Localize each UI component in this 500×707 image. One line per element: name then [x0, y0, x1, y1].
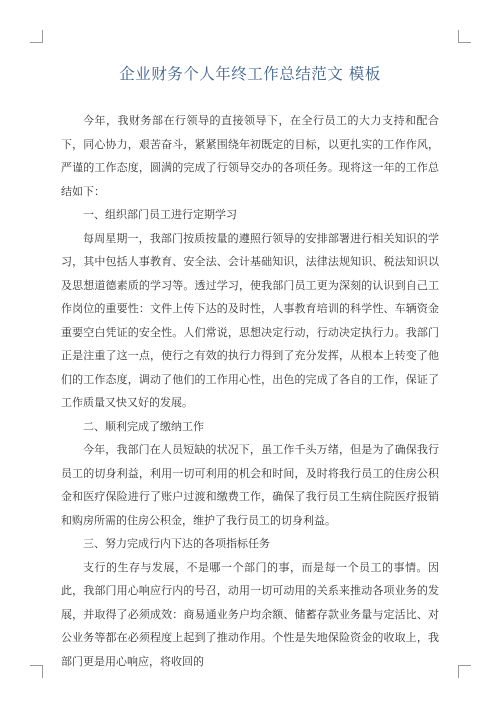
section-heading: 一、组织部门员工进行定期学习: [83, 208, 237, 221]
crop-mark-bottom-right: [458, 665, 471, 678]
section-heading: 三、努力完成行内下达的各项指标任务: [83, 537, 270, 550]
section-paragraph: 今年，我部门在人员短缺的状况下，虽工作千头万绪，但是为了确保我行员工的切身利益，利用一切可利用的机会和时间，及时将我行员工的住房公积金和医疗保险进行了账户过渡和缴费工作，确保了我行员工生病住院医疗报销和购房所需的住房公积金，维护了我行员工的切身利益。: [61, 443, 439, 527]
document-page: [61, 60, 439, 673]
section-heading: 二、顺利完成了缴纳工作: [83, 419, 204, 433]
intro-paragraph: 今年，我财务部在行领导的直接领导下，在全行员工的大力支持和配合下，同心协力，艰苦奋斗，紧紧围绕年初既定的目标，以更扎实的工作作风，严谨的工作态度，圆满的完成了行领导交办的各项任务。现将这一年的工作总结如下：: [61, 114, 439, 198]
document-body: [61, 109, 439, 673]
crop-mark-bottom-left: [30, 665, 43, 678]
document-title: 企业财务个人年终工作总结范文 模板: [119, 65, 381, 83]
section-paragraph: 每周星期一，我部门按质按量的遵照行领导的安排部署进行相关知识的学习，其中包括人事教育、安全法、会计基础知识，法律法规知识、税法知识以及思想道德素质的学习等。透过学习，使我部门员工更为深刻的认识到自己工作岗位的重要性：文件上传下达的及时性，人事教育培训的科学性、车辆资金重要空白凭证的安全性。人们常说，思想决定行动，行动决定执行力。我部门正是注重了这一点，使行之有效的执行力得到了充分发挥，从根本上转变了他们的工作态度，调动了他们的工作用心性，出色的完成了各自的工作，保证了工作质量又快又好的发展。: [61, 231, 439, 409]
crop-mark-top-left: [30, 30, 43, 43]
crop-mark-top-right: [458, 30, 471, 43]
section-paragraph: 支行的生存与发展，不是哪一个部门的事，而是每一个员工的事情。因此，我部门用心响应行内的号召，动用一切可动用的关系来推动各项业务的发展，并取得了必须成效：商易通业务户均余额、储蓄存款业务量与定活比、对公业务等都在必须程度上起到了推动作用。个性是失地保险资金的收取上，我部门更是用心响应，将收回的: [61, 560, 439, 668]
